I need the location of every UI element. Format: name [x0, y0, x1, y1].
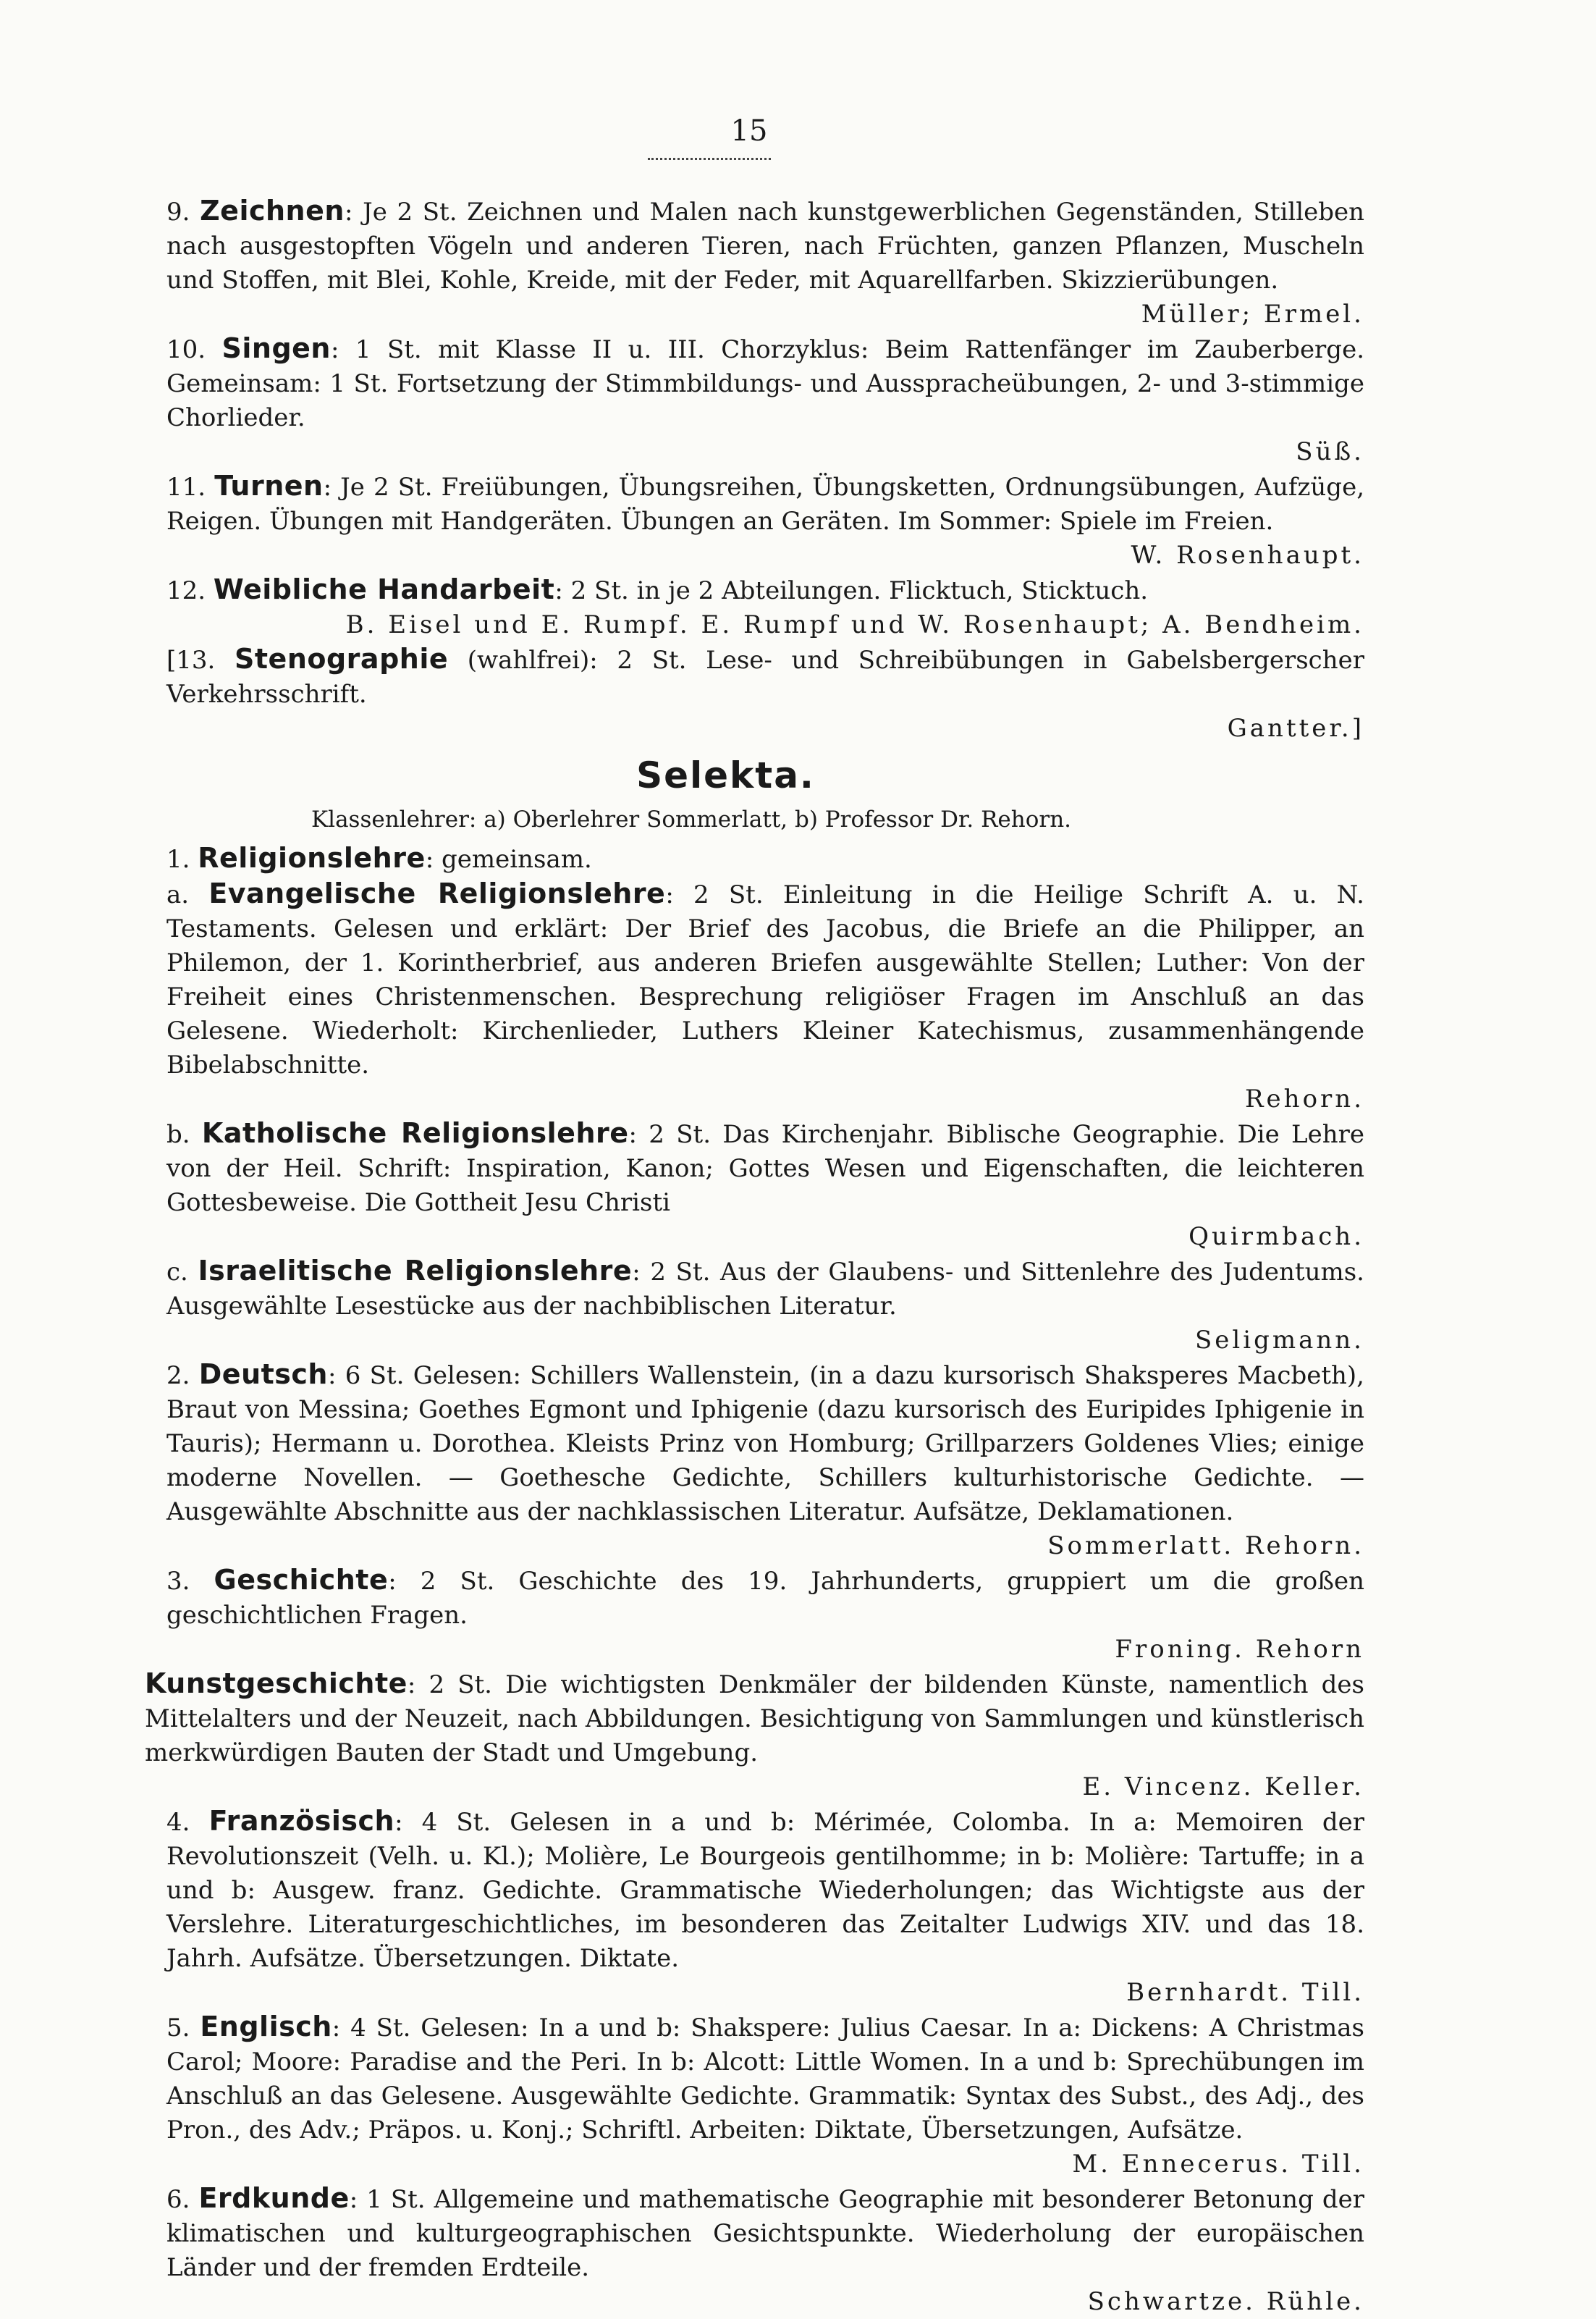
subject-entry — [43, 841, 1364, 877]
teacher-names: Quirmbach. — [1188, 1222, 1364, 1251]
class-teachers-line: Klassenlehrer: a) Oberlehrer Sommerlatt, b) Professor Dr. Rehorn. — [311, 807, 1072, 833]
subject-paragraph — [43, 841, 1364, 877]
subject-text: 1 St. mit Klasse II u. III. Chorzyklus: Beim Rattenfänger im Zauberberge. Gemeinsam: 1 St. Fortsetzung der Stimmbildungs- und Aussprachеübungen, 2- und 3-stimmige Chorlieder. — [166, 335, 1365, 432]
subject-number: 5. — [166, 2013, 190, 2042]
teacher-names: Bernhardt. Till. — [1126, 1978, 1364, 2007]
page-number: 15 — [730, 114, 768, 148]
teacher-names: Süß. — [1296, 437, 1364, 466]
subject-number: 4. — [166, 1808, 190, 1837]
subject-separator: : — [407, 1670, 416, 1699]
teacher-names: M. Ennecerus. Till. — [1072, 2150, 1364, 2179]
subject-entry — [43, 573, 1364, 642]
subject-heading: Israelitische Religionslehre — [198, 1255, 633, 1287]
subject-paragraph — [43, 573, 1364, 608]
subject-number: 1. — [166, 845, 190, 874]
subject-separator: : — [554, 576, 563, 605]
subject-text: Je 2 St. Freiübungen, Übungsreihen, Übungsketten, Ordnungsübungen, Aufzüge, Reigen. Übungen mit Handgeräten. Übungen an Geräten. Im Sommer: Spiele im Freien. — [166, 473, 1365, 536]
subject-heading: Deutsch — [198, 1358, 328, 1390]
subject-heading: Erdkunde — [198, 2182, 350, 2214]
subject-heading: Geschichte — [214, 1564, 389, 1596]
subject-separator: : — [665, 880, 674, 909]
subject-paragraph — [43, 469, 1364, 539]
subject-entry — [43, 2010, 1364, 2181]
subject-separator: : — [628, 1120, 637, 1149]
subject-text: Je 2 St. Zeichnen und Malen nach kunstgewerblichen Gegenständen, Stilleben nach ausgestopften Vögeln und anderen Tieren, nach Früchten, ganzen Pflanzen, Muscheln und Stoffen, mit Blei, Kohle, Kreide, mit der Feder, mit Aquarellfarben. Skizzierübungen. — [166, 198, 1364, 295]
subject-separator: : — [332, 2013, 341, 2042]
subject-entry — [43, 1804, 1364, 2010]
subject-text: 6 St. Gelesen: Schillers Wallenstein, (in a dazu kursorisch Shaksperes Macbeth), Braut von Messina; Goethes Egmont und Iphigenie (dazu kursorisch des Euripides Iphigenie in Tauris); Hermann u. Dorothea. Kleists Prinz von Homburg; Grillparzers Goldenes Vlies; einige moderne Novellen. — Goethesche Gedichte, Schillers kulturhistorische Gedichte. — Ausgewählte Abschnitte aus der nachklassischen Literatur. Aufsätze, Deklamationen. — [166, 1361, 1364, 1526]
subject-paragraph — [43, 1358, 1364, 1529]
subject-paragraph — [43, 642, 1364, 712]
subject-number: 3. — [166, 1567, 190, 1596]
teacher-names: E. Vincenz. Keller. — [1082, 1772, 1364, 1801]
subject-paragraph — [43, 1116, 1364, 1220]
subject-entry — [43, 2181, 1364, 2319]
subject-paragraph — [43, 1667, 1364, 1770]
subject-separator: : — [394, 1808, 403, 1837]
subject-heading: Turnen — [214, 470, 324, 502]
subject-entry — [43, 332, 1364, 469]
subject-number: b. — [166, 1120, 190, 1149]
subject-number: 12. — [166, 576, 206, 605]
teacher-names: W. Rosenhaupt. — [1131, 541, 1364, 570]
subject-entry — [43, 1667, 1364, 1804]
subject-text: 1 St. Allgemeine und mathematische Geographie mit besonderer Betonung der klimatischen und kulturgeographischen Gesichtspunkte. Wiederholung der europäischen Länder und der fremden Erdteile. — [166, 2185, 1364, 2282]
subject-text: 4 St. Gelesen in a und b: Mérimée, Colomba. In a: Memoiren der Revolutionszeit (Velh. u. Kl.); Molière, Le Bourgeois gentilhomme; in b: Molière: Tartuffe; in a und b: Ausgew. franz. Gedichte. Grammatische Wiederholungen; das Wichtigste aus der Verslehre. Literaturgeschichtliches, im besonderen das Zeitalter Ludwigs XIV. und das 18. Jahrh. Aufsätze. Übersetzungen. Diktate. — [166, 1808, 1365, 1973]
teacher-names: Gantter.] — [1227, 714, 1364, 743]
subject-paragraph — [43, 1804, 1364, 1976]
subject-separator: : — [349, 2185, 358, 2214]
content-body — [43, 194, 1364, 2319]
subject-entry — [43, 877, 1364, 1116]
subject-heading: Katholische Religionslehre — [201, 1117, 629, 1149]
subject-separator: : — [425, 845, 434, 874]
subject-text: 2 St. Geschichte des 19. Jahrhunderts, gruppiert um die großen geschichtlichen Fragen. — [166, 1567, 1364, 1630]
subject-heading: Weibliche Handarbeit — [213, 573, 555, 605]
subject-text: 2 St. Das Kirchenjahr. Biblische Geographie. Die Lehre von der Heil. Schrift: Inspiration, Kanon; Gottes Wesen und Eigenschaften, die leichteren Gottesbeweise. Die Gottheit Jesu Christi — [166, 1120, 1364, 1217]
subject-entry — [43, 194, 1364, 332]
subject-separator: : — [327, 1361, 337, 1390]
subject-number: 2. — [166, 1361, 190, 1390]
subject-entry — [43, 642, 1364, 746]
subject-number: c. — [166, 1258, 188, 1287]
subject-heading: Französisch — [208, 1805, 395, 1837]
subject-heading: Religionslehre — [198, 842, 426, 874]
section-title-selekta: Selekta. — [636, 754, 815, 796]
subject-text: 2 St. Die wichtigsten Denkmäler der bildenden Künste, namentlich des Mittelalters und der Neuzeit, nach Abbildungen. Besichtigung von Sammlungen und künstlerisch merkwürdigen Bauten der Stadt und Umgebung. — [145, 1670, 1364, 1767]
subject-paragraph — [43, 332, 1364, 435]
subject-number: 11. — [166, 473, 206, 502]
subject-paragraph — [43, 1563, 1364, 1633]
subject-paragraph — [43, 1254, 1364, 1323]
subject-list-selekta — [43, 841, 1364, 2319]
subject-number: [13. — [166, 646, 216, 675]
subject-text: 2 St. Einleitung in die Heilige Schrift A. u. N. Testaments. Gelesen und erklärt: Der Brief des Jacobus, die Briefe an die Philipper, an Philemon, der 1. Korintherbrief, aus anderen Briefen ausgewählte Stellen; Luther: Von der Freiheit eines Christenmenschen. Besprechung religiöser Fragen im Anschluß an das Gelesene. Wiederholt: Kirchenlieder, Luthers Kleiner Katechismus, zusammenhängende Bibelabschnitte. — [166, 880, 1364, 1079]
subject-number: 6. — [166, 2185, 190, 2214]
subject-separator: : — [344, 198, 353, 227]
teacher-names: B. Eisel und E. Rumpf. E. Rumpf und W. Rosenhaupt; A. Bendheim. — [345, 610, 1364, 639]
subject-number: a. — [166, 880, 190, 909]
subject-entry — [43, 1563, 1364, 1667]
subject-paragraph — [43, 2010, 1364, 2147]
subject-number: 10. — [166, 335, 206, 364]
subject-entry — [43, 1116, 1364, 1254]
subject-text: 2 St. Aus der Glaubens- und Sittenlehre des Judentums. Ausgewählte Lesestücke aus der nachbiblischen Literatur. — [166, 1258, 1364, 1321]
subject-separator: : — [331, 335, 339, 364]
subject-heading: Evangelische Religionslehre — [208, 877, 666, 909]
subject-paragraph — [43, 877, 1364, 1082]
subject-number: 9. — [166, 198, 190, 227]
subject-text: 4 St. Gelesen: In a und b: Shakspere: Julius Caesar. In a: Dickens: A Christmas Carol; Moore: Paradise and the Peri. In b: Alcott: Little Women. In a und b: Sprechübungen im Anschluß an das Gelesene. Ausgewählte Gedichte. Grammatik: Syntax des Subst., des Adj., des Pron., des Adv.; Präpos. u. Konj.; Schriftl. Arbeiten: Diktate, Übersetzungen, Aufsätze. — [166, 2013, 1364, 2145]
subject-heading: Stenographie — [235, 643, 449, 675]
subject-entry — [43, 1254, 1364, 1358]
teacher-names: Seligmann. — [1194, 1326, 1364, 1355]
subject-heading: Englisch — [200, 2011, 332, 2042]
subject-text: 2 St. in je 2 Abteilungen. Flicktuch, Sticktuch. — [562, 576, 1149, 605]
subject-entry — [43, 469, 1364, 573]
subject-heading: Zeichnen — [200, 195, 345, 227]
teacher-names: Müller; Ermel. — [1141, 300, 1364, 329]
teacher-names: Rehorn. — [1244, 1085, 1364, 1114]
teacher-names: Froning. Rehorn — [1115, 1635, 1364, 1664]
subject-separator: : — [388, 1567, 397, 1596]
subject-text: gemeinsam. — [434, 845, 592, 874]
subject-heading: Kunstgeschichte — [145, 1667, 408, 1699]
subject-text: (wahlfrei): 2 St. Lese- und Schreibübungen in Gabelsbergerscher Verkehrsschrift. — [166, 646, 1364, 709]
subject-entry — [43, 1358, 1364, 1563]
subject-paragraph — [43, 194, 1364, 298]
subject-separator: : — [632, 1258, 641, 1287]
subject-heading: Singen — [221, 332, 331, 364]
teacher-names: Schwartze. Rühle. — [1087, 2287, 1364, 2316]
teacher-names: Sommerlatt. Rehorn. — [1047, 1531, 1364, 1560]
subject-list-upper — [43, 194, 1364, 746]
subject-paragraph — [43, 2181, 1364, 2285]
page-number-underline — [648, 158, 771, 160]
subject-separator: : — [323, 473, 332, 502]
